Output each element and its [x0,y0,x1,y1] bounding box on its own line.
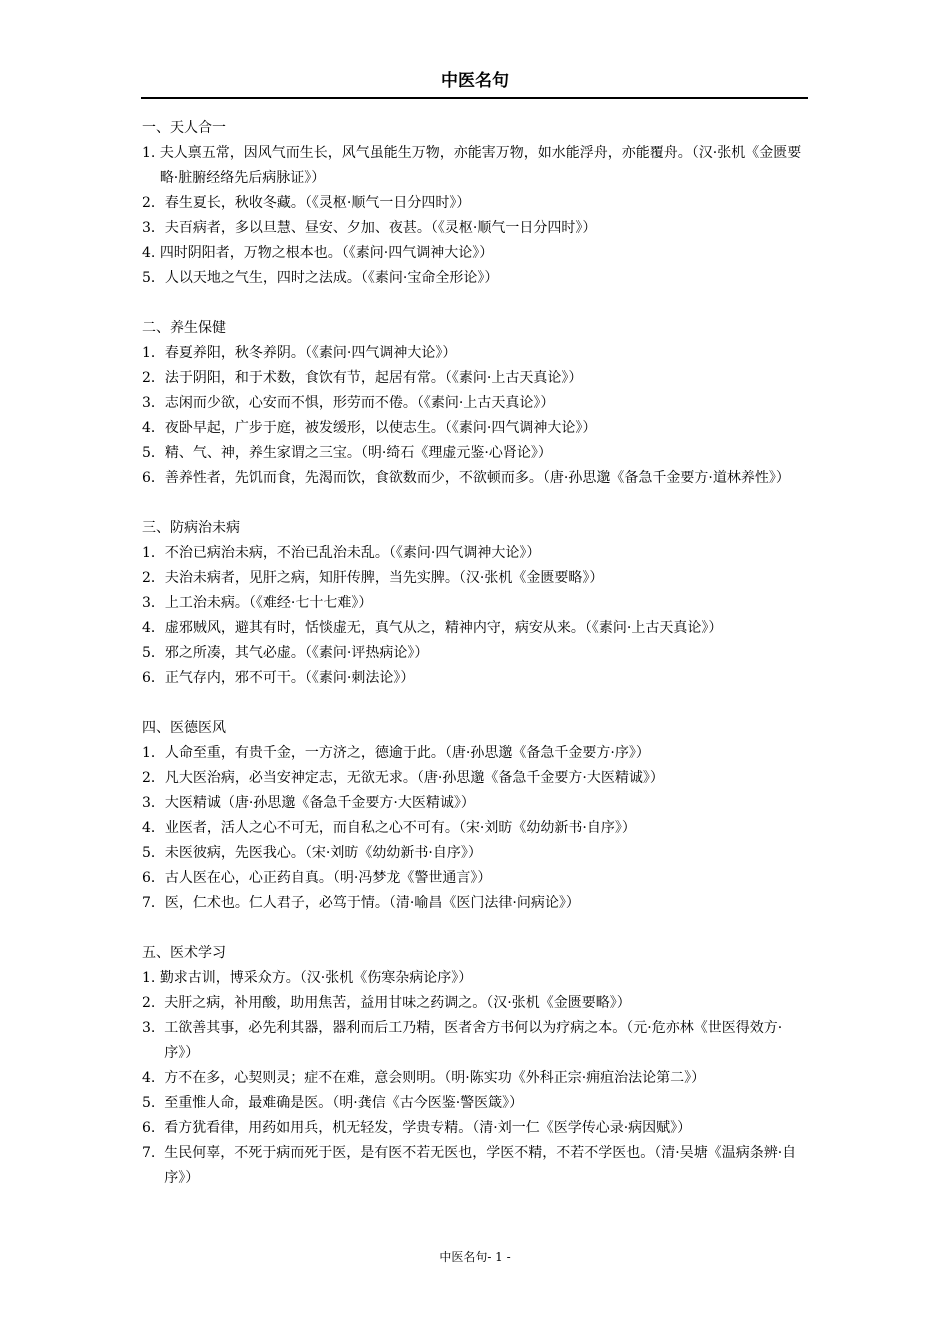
quote-text: 看方犹看律，用药如用兵，机无轻发，学贵专精。（清·刘一仁《医学传心录·病因赋》） [164,1120,692,1136]
quote-text: 工欲善其事，必先利其器，器利而后工乃精，医者舍方书何以为疗病之本。（元·危亦林《世医得效方·序》） [164,1020,783,1061]
item-number: 1. [142,970,160,986]
quote-item [142,841,810,866]
item-number: 2． [142,570,165,586]
item-number: 1． [142,345,165,361]
section [142,116,810,291]
quote-text: 夫人禀五常，因风气而生长，风气虽能生万物，亦能害万物，如水能浮舟，亦能覆舟。（汉·张机《金匮要略·脏腑经络先后病脉证》） [159,145,802,186]
item-number: 2． [142,195,165,211]
quote-text: 凡大医治病，必当安神定志，无欲无求。（唐·孙思邈《备急千金要方·大医精诚》） [164,770,664,786]
quote-item [142,591,810,616]
item-number: 3． [142,395,165,411]
quote-text: 人以天地之气生，四时之法成。（《素问·宝命全形论》） [164,270,499,286]
quote-text: 四时阴阳者，万物之根本也。（《素问·四气调神大论》） [159,245,494,261]
item-number: 6． [142,670,165,686]
quote-text: 精、气、神，养生家谓之三宝。（明·绮石《理虚元鉴·心肾论》） [164,445,552,461]
item-number: 4． [142,420,165,436]
quote-text: 正气存内，邪不可干。（《素问·刺法论》） [164,670,415,686]
quote-item [142,566,810,591]
item-number: 2． [142,370,165,386]
quote-item [142,1141,810,1191]
item-number: 4. [142,245,160,261]
section [142,941,810,1191]
quote-item [142,816,810,841]
item-number: 5． [142,845,165,861]
quote-item [142,191,810,216]
quote-text: 善养性者，先饥而食，先渴而饮，食欲数而少，不欲顿而多。（唐·孙思邈《备急千金要方·道林养性》） [164,470,790,486]
page-title: 中医名句 [441,71,509,91]
item-number: 6. [142,1120,165,1136]
quote-item [142,416,810,441]
item-number: 4. [142,1070,165,1086]
quote-text: 虚邪贼风，避其有时，恬惔虚无，真气从之，精神内守，病安从来。（《素问·上古天真论》） [164,620,723,636]
item-number: 6． [142,470,165,486]
quote-item [142,541,810,566]
quote-text: 夫百病者，多以旦慧、昼安、夕加、夜甚。（《灵枢·顺气一日分四时》） [164,220,597,236]
item-number: 7． [142,895,165,911]
quote-item [142,366,810,391]
title-divider [141,97,808,99]
item-number: 1. [142,145,160,161]
item-number: 5． [142,645,165,661]
section-heading: 二、养生保健 [142,320,226,336]
quote-text: 生民何辜，不死于病而死于医，是有医不若无医也，学医不精，不若不学医也。（清·吴塘《温病条辨·自序》） [164,1145,797,1186]
quote-text: 法于阴阳，和于术数，食饮有节，起居有常。（《素问·上古天真论》） [164,370,583,386]
quote-text: 不治已病治未病，不治已乱治未乱。（《素问·四气调神大论》） [164,545,541,561]
item-number: 7. [142,1145,165,1161]
quote-text: 方不在多，心契则灵；症不在难，意会则明。（明·陈实功《外科正宗·痈疽治法论第二》） [164,1070,706,1086]
quote-item [142,141,810,191]
quote-item [142,666,810,691]
quote-item [142,441,810,466]
quote-item [142,266,810,291]
section-heading: 三、防病治未病 [142,520,240,536]
item-number: 2. [142,995,165,1011]
item-number: 3． [142,220,165,236]
quote-item [142,1116,810,1141]
quote-text: 夫肝之病，补用酸，助用焦苦，益用甘味之药调之。（汉·张机《金匮要略》） [164,995,631,1011]
item-number: 1． [142,545,165,561]
quote-item [142,1016,810,1066]
quote-item [142,216,810,241]
quote-text: 至重惟人命，最难确是医。（明·龚信《古今医鉴·警医箴》） [164,1095,524,1111]
quote-item [142,341,810,366]
quote-text: 业医者，活人之心不可无，而自私之心不可有。（宋·刘昉《幼幼新书·自序》） [164,820,636,836]
item-number: 5． [142,270,165,286]
quote-text: 夫治未病者，见肝之病，知肝传脾，当先实脾。（汉·张机《金匮要略》） [164,570,604,586]
item-number: 1． [142,745,165,761]
item-number: 4． [142,620,165,636]
item-number: 2． [142,770,165,786]
item-number: 5． [142,445,165,461]
section [142,316,810,491]
section-heading: 四、医德医风 [142,720,226,736]
quote-text: 春夏养阳，秋冬养阴。（《素问·四气调神大论》） [164,345,457,361]
quote-text: 春生夏长，秋收冬藏。（《灵枢·顺气一日分四时》） [164,195,471,211]
section [142,516,810,691]
section-heading: 五、医术学习 [142,945,226,961]
quote-text: 人命至重，有贵千金，一方济之，德逾于此。（唐·孙思邈《备急千金要方·序》） [164,745,650,761]
quote-text: 邪之所凑，其气必虚。（《素问·评热病论》） [164,645,429,661]
quote-item [142,991,810,1016]
quote-item [142,741,810,766]
quote-item [142,891,810,916]
item-number: 4． [142,820,165,836]
quote-text: 未医彼病，先医我心。（宋·刘昉《幼幼新书·自序》） [164,845,482,861]
quote-text: 大医精诚（唐·孙思邈《备急千金要方·大医精诚》） [164,795,475,811]
section-heading: 一、天人合一 [142,120,226,136]
item-number: 5. [142,1095,165,1111]
item-number: 6． [142,870,165,886]
quote-text: 勤求古训，博采众方。（汉·张机《伤寒杂病论序》） [159,970,473,986]
quote-item [142,766,810,791]
quote-text: 志闲而少欲，心安而不惧，形劳而不倦。（《素问·上古天真论》） [164,395,555,411]
quote-item [142,641,810,666]
item-number: 3． [142,595,165,611]
quote-text: 古人医在心，心正药自真。（明·冯梦龙《警世通言》） [164,870,492,886]
item-number: 3. [142,1020,165,1036]
quote-text: 夜卧早起，广步于庭，被发缓形，以使志生。（《素问·四气调神大论》） [164,420,597,436]
section [142,716,810,916]
document-body [142,116,810,1216]
quote-item [142,966,810,991]
quote-item [142,391,810,416]
quote-item [142,866,810,891]
page-footer: 中医名句- 1 - [439,1250,511,1264]
quote-text: 医，仁术也。仁人君子，必笃于情。（清·喻昌《医门法律·问病论》） [164,895,580,911]
quote-item [142,466,810,491]
quote-item [142,241,810,266]
quote-text: 上工治未病。（《难经·七十七难》） [164,595,373,611]
quote-item [142,791,810,816]
quote-item [142,1066,810,1091]
quote-item [142,616,810,641]
item-number: 3． [142,795,165,811]
quote-item [142,1091,810,1116]
